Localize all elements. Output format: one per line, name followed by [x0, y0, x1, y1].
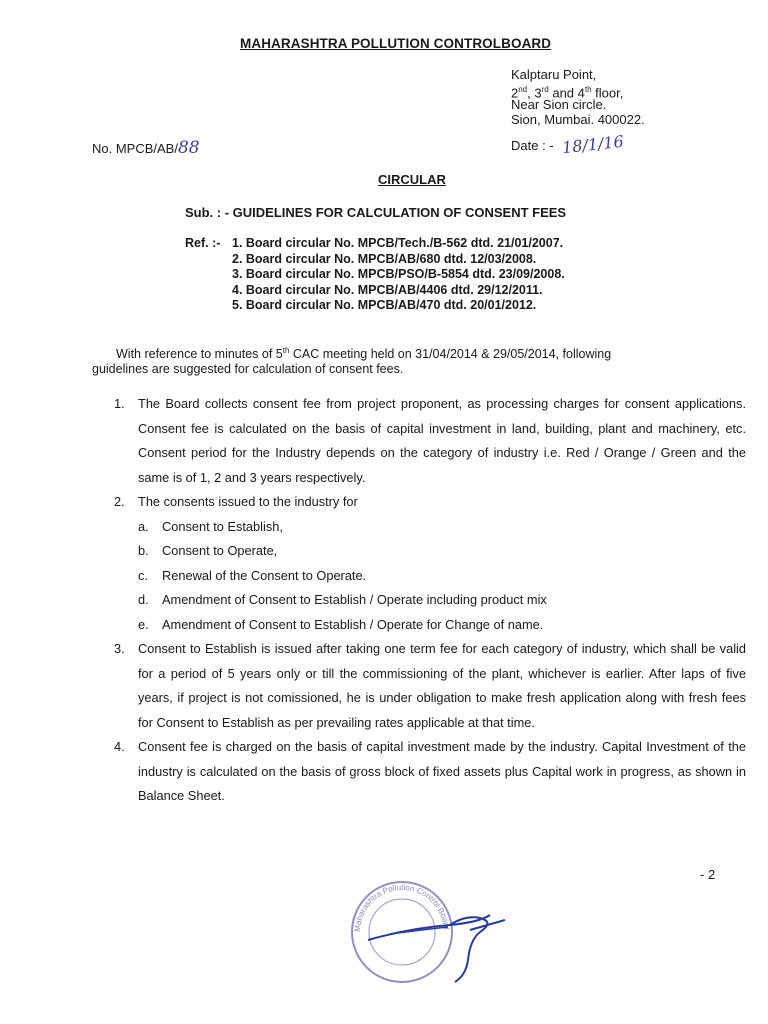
address-line-4: Sion, Mumbai. 400022. [511, 112, 645, 127]
intro-line-2: guidelines are suggested for calculation of consent fees. [92, 362, 404, 377]
intro-line-1: With reference to minutes of 5th CAC meeting held on 31/04/2014 & 29/05/2014, following [116, 346, 612, 362]
item-number: 4. [114, 739, 125, 754]
sub-item: a. Consent to Establish, [138, 518, 283, 534]
references-block [185, 236, 565, 314]
reference-item: 4. Board circular No. MPCB/AB/4406 dtd. 29/12/2011. [232, 282, 543, 297]
item-text: The consents issued to the industry for [138, 494, 358, 509]
reference-number-label: No. MPCB/AB/ [92, 141, 178, 156]
official-stamp-signature [330, 870, 520, 1005]
address-line-3: Near Sion circle. [511, 97, 607, 112]
sub-item: d. Amendment of Consent to Establish / Operate including product mix [138, 592, 547, 607]
subject-line: Sub. : - GUIDELINES FOR CALCULATION OF CONSENT FEES [185, 205, 567, 220]
item-text: Consent to Establish is issued after taking one term fee for each category of industry, which shall be valid for a period of 5 years only or till the commissioning of the plant, whichever is earlier. After laps of five years, if project is not comissioned, he is under obligation to make fresh application along with fresh fees for Consent to Establish as per prevailing rates applicable at that time. [138, 641, 746, 730]
reference-item: 1. Board circular No. MPCB/Tech./B-562 dtd. 21/01/2007. [232, 236, 564, 250]
item-number: 3. [114, 641, 125, 656]
item-text: Consent fee is charged on the basis of capital investment made by the industry. Capital Investment of the industry is calculated on the basis of gross block of fixed assets plus Capital work in progress, as shown in Balance Sheet. [138, 739, 746, 803]
references-label: Ref. :- [185, 236, 221, 250]
guideline-list [114, 392, 746, 809]
org-title: MAHARASHTRA POLLUTION CONTROLBOARD [240, 36, 552, 51]
reference-item: 2. Board circular No. MPCB/AB/680 dtd. 12/03/2008. [232, 251, 537, 266]
date-label: Date : - [511, 138, 554, 153]
item-number: 2. [114, 494, 125, 509]
sub-item: e. Amendment of Consent to Establish / Operate for Change of name. [138, 616, 544, 632]
circular-title: CIRCULAR [378, 172, 446, 187]
address-line-2: 2nd, 3rd and 4th floor, [511, 85, 624, 101]
page-continuation: - 2 [700, 867, 716, 882]
guideline-item-4 [114, 735, 746, 809]
reference-item: 5. Board circular No. MPCB/AB/470 dtd. 20/01/2012. [232, 298, 537, 312]
sub-item: c. Renewal of the Consent to Operate. [138, 567, 367, 583]
item-text: The Board collects consent fee from project proponent, as processing charges for consent applications. Consent fee is calculated on the basis of capital investment in land, building, plant and machinery, etc. Consent period for the Industry depends on the category of industry i.e. Red / Orange / Green and the same is of 1, 2 and 3 years respectively. [138, 396, 746, 485]
guideline-item-3 [114, 637, 746, 735]
svg-text:Maharashtra Pollution Control: Maharashtra Pollution Control Board [352, 882, 451, 933]
guideline-item-2 [114, 490, 746, 515]
intro-paragraph [92, 343, 732, 377]
address-line-1: Kalptaru Point, [511, 67, 597, 82]
address-block [511, 67, 645, 127]
reference-number [92, 138, 200, 158]
date-handwritten: 18/1/16 [560, 131, 625, 158]
reference-item: 3. Board circular No. MPCB/PSO/B-5854 dtd. 23/09/2008. [232, 267, 565, 281]
reference-number-handwritten: 88 [177, 138, 200, 158]
sub-item: b. Consent to Operate, [138, 543, 278, 558]
date-line [511, 131, 625, 158]
guideline-item-1 [114, 392, 746, 490]
item-number: 1. [114, 396, 125, 411]
